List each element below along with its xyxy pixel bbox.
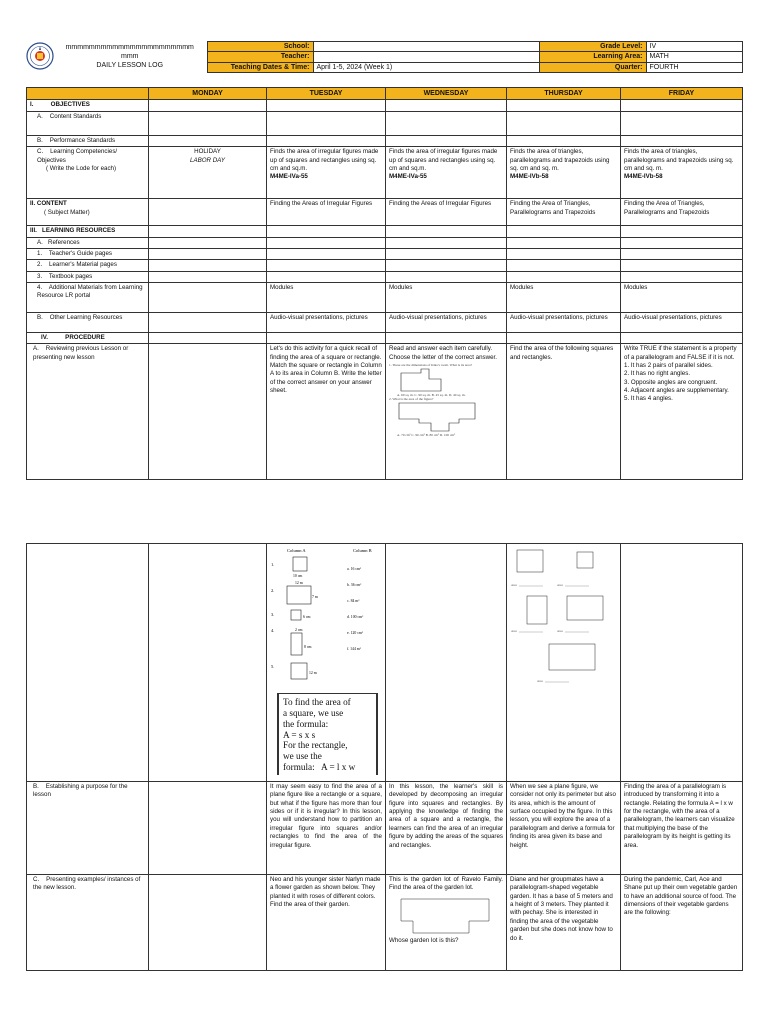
additional-thursday: Modules: [507, 282, 621, 312]
wed-question-2-choices: A. 70 cm² C. 90 cm² B. 80 cm² D. 100 cm²: [397, 433, 456, 438]
competency-friday-text: Finds the area of triangles, parallelograms and trapezoids using sq. cm and sq. m.: [624, 148, 734, 172]
item-1: 1.: [271, 562, 275, 567]
dates-value: April 1-5, 2024 (Week 1): [313, 62, 539, 72]
content-heading: II. CONTENT: [30, 200, 67, 208]
friday-item-4: 4. Adjacent angles are supplementary.: [624, 387, 729, 395]
school-name-line1: mmmmmmmmmmmmmmmmmmmmmm: [65, 44, 194, 52]
purpose-thursday: When we see a plane figure, we consider not only its perimeter but also its area, which is the amount of surface occupied by the figure. In this lesson, you will explore the area of a parallelogram and derive a formula for finding its area given its base and height.: [507, 782, 621, 875]
other-friday: Audio-visual presentations, pictures: [621, 312, 743, 332]
day-header-thursday: THURSDAY: [507, 88, 621, 100]
monday-holiday-cell: [149, 147, 267, 199]
competency-tuesday-text: Finds the area of irregular figures made up of squares and rectangles using sq. cm and sq.m.: [270, 148, 379, 172]
presenting-friday: During the pandemic, Carl, Ace and Shane put up their own vegetable garden to have an additional source of food. The dimensions of their vegetable gardens are the following:: [621, 875, 743, 971]
grade-label: Grade Level:: [539, 42, 646, 52]
day-header-monday: MONDAY: [149, 88, 267, 100]
content-wednesday: Finding the Areas of Irregular Figures: [386, 199, 507, 226]
friday-item-2: 2. It has no right angles.: [624, 370, 691, 378]
competencies-note: ( Write the Lode for each): [46, 164, 117, 172]
reviewing-friday: [621, 344, 743, 480]
resources-heading: III. LEARNING RESOURCES: [27, 226, 149, 237]
formula-line-5: For the rectangle,: [283, 740, 348, 751]
purpose-friday: Finding the area of a parallelogram is introduced by transforming it into a rectangle. Relating the formula A = l x w for the rectangle, with the area of a parallelogram, the learners can visualize that multiplying the base of the parallelogram by its height is getting its area.: [621, 782, 743, 875]
dim-12m-b: 12 m: [309, 671, 317, 675]
dim-7m: 7 m: [312, 595, 318, 599]
teacher-label: Teacher:: [207, 52, 313, 62]
presenting-tuesday: Neo and his younger sister Narlyn made a flower garden as shown below. They planted it with roses of different colors. Find the area of their garden.: [267, 875, 386, 971]
additional-friday: Modules: [621, 282, 743, 312]
area-label: Learning Area:: [539, 52, 646, 62]
competency-thursday-text: Finds the area of triangles, parallelograms and trapezoids using sq. cm and sq. m.: [510, 148, 610, 172]
tg-pages-label: 1. Teacher's Guide pages: [27, 248, 149, 259]
dim-2cm: 2 cm: [295, 628, 303, 632]
textbook-pages-label: 3. Textbook pages: [27, 271, 149, 282]
presenting-wednesday: [386, 875, 507, 971]
area-exercise-figures: [507, 544, 621, 694]
continued-friday-cell: [621, 544, 743, 782]
answer-b: b. 36 cm²: [347, 583, 362, 587]
other-wednesday: Audio-visual presentations, pictures: [386, 312, 507, 332]
formula-line-1: To find the area of: [283, 697, 351, 707]
lesson-log-table-continued: [26, 543, 743, 971]
formula-line-3: the formula:: [283, 718, 329, 729]
answer-f: f. 144 m²: [347, 647, 361, 651]
area-value: MATH: [646, 52, 742, 62]
monday-holiday: HOLIDAY: [194, 148, 221, 156]
matching-activity-figure: [267, 544, 386, 694]
item-3: 3.: [271, 612, 275, 617]
formula-line-6: we use the: [283, 751, 322, 762]
continued-label-cell: [27, 544, 149, 782]
content-friday: Finding the Area of Triangles, Parallelograms and Trapezoids: [621, 199, 743, 226]
competency-friday: [621, 147, 743, 199]
day-header-tuesday: TUESDAY: [267, 88, 386, 100]
irregular-figure-q2: [393, 401, 483, 433]
corner-cell: [27, 88, 149, 100]
school-label: School:: [207, 42, 313, 52]
other-resources-label: B. Other Learning Resources: [27, 312, 149, 332]
presenting-wednesday-question: Whose garden lot is this?: [389, 936, 459, 944]
header-table: [26, 41, 743, 73]
friday-item-1: 1. It has 2 pairs of parallel sides.: [624, 362, 713, 370]
content-thursday: Finding the Area of Triangles, Parallelograms and Trapezoids: [507, 199, 621, 226]
grade-value: IV: [646, 42, 742, 52]
dim-6cm: 6 cm: [303, 615, 311, 619]
objectives-heading: I. OBJECTIVES: [27, 100, 149, 111]
competency-thursday: [507, 147, 621, 199]
lesson-log-table: [26, 87, 743, 480]
content-label: [27, 199, 149, 226]
additional-tuesday: Modules: [267, 282, 386, 312]
continued-wednesday-cell: [386, 544, 507, 782]
other-thursday: Audio-visual presentations, pictures: [507, 312, 621, 332]
kiko-room-figure: [399, 367, 459, 393]
wed-question-1-choices: A. 60 sq. m. C. 90 sq. m. B. 45 sq. m. D. 40 sq. m.: [397, 393, 466, 398]
friday-item-5: 5. It has 4 angles.: [624, 395, 673, 403]
competency-friday-code: M4ME-IVb-58: [624, 173, 663, 181]
school-header: [26, 42, 207, 73]
teacher-value: [313, 52, 539, 62]
continued-monday-cell: [149, 544, 267, 782]
tuesday-matching-activity: [267, 544, 386, 782]
friday-item-3: 3. Opposite angles are congruent.: [624, 378, 718, 386]
school-value: [313, 42, 539, 52]
content-tuesday: Finding the Areas of Irregular Figures: [267, 199, 386, 226]
competency-tuesday: [267, 147, 386, 199]
school-name-line2: mmm: [121, 52, 139, 60]
answer-e: e. 120 cm²: [347, 631, 364, 635]
garden-lot-figure: [389, 893, 499, 937]
presenting-wednesday-text: This is the garden lot of Ravelo Family. Find the area of the garden lot.: [389, 876, 503, 892]
column-a-title: Column A: [287, 548, 306, 553]
presenting-thursday: Diane and her groupmates have a parallelogram-shaped vegetable garden. It has a base of 5 meters and a height of 3 meters. They planted it with pechay. She is interested in finding the area of the vegetable garden but she does not know how to do it.: [507, 875, 621, 971]
area-label-3: Area: [511, 629, 517, 633]
formula-line-2: a square, we use: [283, 707, 344, 718]
purpose-wednesday: In this lesson, the learner's skill is developed by decomposing an irregular figure into squares and rectangles. By applying the knowledge of finding the area of a square and a rectangle, the learners can find the area of an irregular figure by adding the areas of the squares and rectangles.: [386, 782, 507, 875]
additional-materials-label: 4. Additional Materials from Learning Resource LR portal: [27, 282, 149, 312]
competency-thursday-code: M4ME-IVb-58: [510, 173, 549, 181]
presenting-label: C. Presenting examples/ instances of the new lesson.: [27, 875, 149, 971]
wed-question-1: 1. These are the dimensions of Kiko's room. What is its area?: [389, 363, 473, 368]
column-b-title: Column B: [353, 548, 372, 553]
additional-wednesday: Modules: [386, 282, 507, 312]
reviewing-tuesday: Let's do this activity for a quick recall of finding the area of a square or rectangle. Match the square or rectangle in Column A to its area in Column B. Write the letter of the correct answer on your answer sheet.: [267, 344, 386, 480]
other-tuesday: Audio-visual presentations, pictures: [267, 312, 386, 332]
competencies-label: [27, 147, 149, 199]
formula-line-4: A = s x s: [283, 729, 316, 740]
reviewing-wednesday-text: Read and answer each item carefully. Choose the letter of the correct answer.: [389, 345, 497, 361]
area-label-5: Area: [537, 679, 543, 683]
competency-tuesday-code: M4ME-IVa-55: [270, 173, 308, 181]
purpose-label: B. Establishing a purpose for the lesson: [27, 782, 149, 875]
day-header-wednesday: WEDNESDAY: [386, 88, 507, 100]
day-header-friday: FRIDAY: [621, 88, 743, 100]
performance-standards-label: B. Performance Standards: [27, 135, 149, 146]
reviewing-wednesday: [386, 344, 507, 480]
references-label: A. References: [27, 237, 149, 248]
answer-d: d. 100 cm²: [347, 615, 364, 619]
answer-a: a. 16 cm²: [347, 567, 362, 571]
purpose-tuesday: It may seem easy to find the area of a plane figure like a rectangle or a square, but what if the figure has more than four sides or if it is irregular? In this lesson, you will understand how to partition an irregular figure into squares and/or rectangles to find the area of the irregular figure.: [267, 782, 386, 875]
dim-10cm: 10 cm: [293, 574, 303, 578]
item-5: 5.: [271, 664, 275, 669]
quarter-value: FOURTH: [646, 62, 742, 72]
formula-box: [277, 693, 378, 775]
item-2: 2.: [271, 588, 275, 593]
procedure-heading: IV. PROCEDURE: [27, 332, 149, 343]
answer-c: c. 84 m²: [347, 599, 360, 603]
subject-matter: ( Subject Matter): [44, 208, 90, 216]
formula-line-7: formula: A = l x w: [283, 762, 356, 773]
quarter-label: Quarter:: [539, 62, 646, 72]
competency-wednesday: [386, 147, 507, 199]
area-label-1: Area: [511, 583, 517, 587]
monday-labor-day: LABOR DAY: [190, 156, 225, 164]
item-4: 4.: [271, 628, 275, 633]
log-title: DAILY LESSON LOG: [96, 61, 164, 69]
dates-label: Teaching Dates & Time:: [207, 62, 313, 72]
dim-8cm: 8 cm: [304, 645, 312, 649]
reviewing-label: A. Reviewing previous Lesson or presenting new lesson: [27, 344, 149, 480]
reviewing-friday-intro: Write TRUE if the statement is a property of a parallelogram and FALSE if it is not.: [624, 345, 737, 361]
lm-pages-label: 2. Learner's Material pages: [27, 260, 149, 271]
area-label-2: Area: [557, 583, 563, 587]
competencies-title: C. Learning Competencies/ Objectives: [37, 148, 119, 164]
competency-wednesday-code: M4ME-IVa-55: [389, 173, 427, 181]
area-label-4: Area: [557, 629, 563, 633]
thursday-area-exercises: [507, 544, 621, 782]
dim-12m: 12 m: [295, 581, 303, 585]
wed-question-2: 2. What is the area of the figure?: [389, 397, 434, 402]
content-standards-label: A. Content Standards: [27, 111, 149, 135]
competency-wednesday-text: Finds the area of irregular figures made up of squares and rectangles using sq. cm and sq.m.: [389, 148, 498, 172]
reviewing-thursday: Find the area of the following squares and rectangles.: [507, 344, 621, 480]
